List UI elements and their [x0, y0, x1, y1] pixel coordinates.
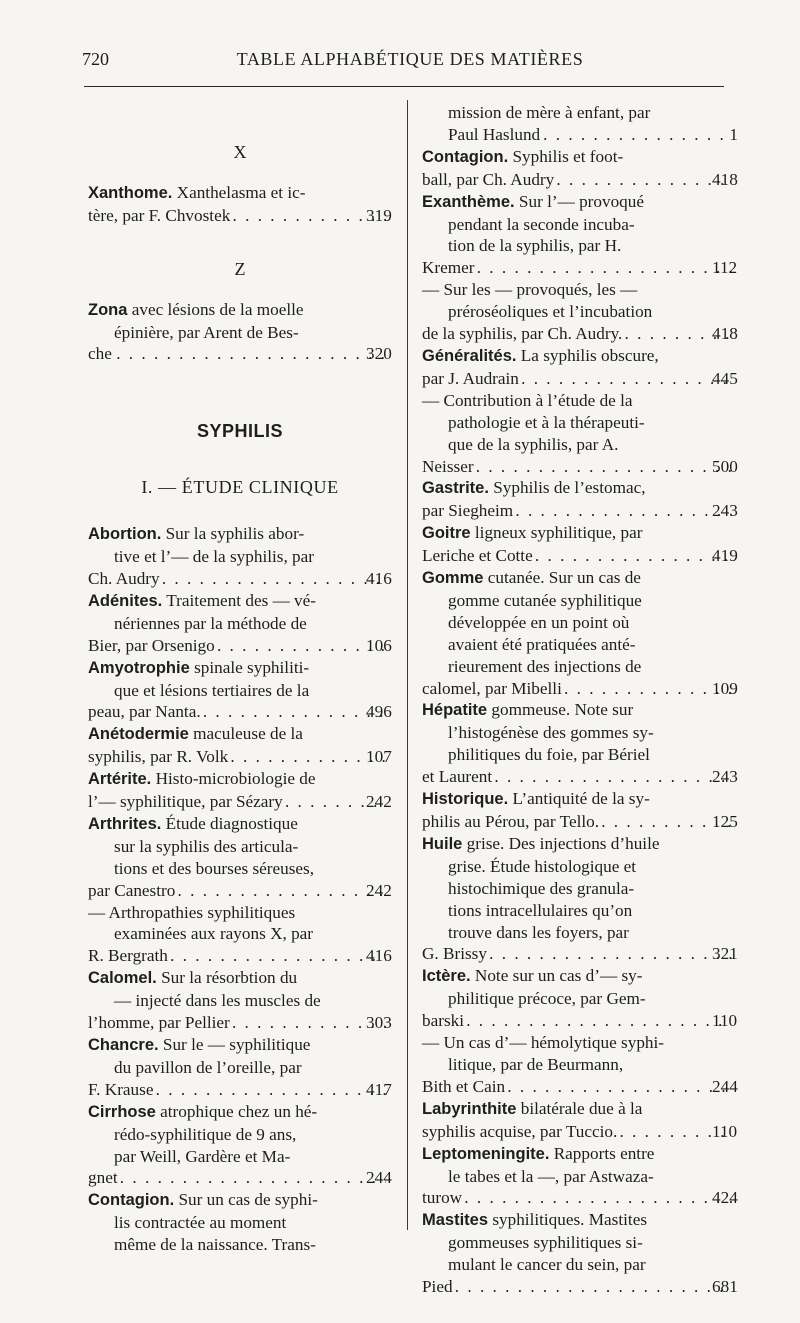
right-entry-list	[422, 102, 738, 1298]
entry-text: L’antiquité de la sy-	[508, 789, 650, 809]
section-heading: I. — ÉTUDE CLINIQUE	[141, 477, 339, 498]
index-entry	[88, 1189, 392, 1256]
index-entry	[422, 833, 738, 965]
index-entry	[422, 146, 738, 191]
entry-text: sur la syphilis des articula-	[114, 836, 299, 856]
index-entry	[88, 967, 392, 1034]
entry-last-line: par J. Audrain	[422, 368, 519, 388]
index-entry	[88, 723, 392, 768]
entry-text: nériennes par la méthode de	[114, 613, 307, 633]
entry-text: litique, par de Beurmann,	[448, 1054, 624, 1074]
entry-text: pendant la seconde incuba-	[448, 214, 635, 234]
page-number: 720	[82, 49, 109, 69]
entry-text: Note sur un cas d’— sy-	[470, 966, 643, 986]
entry-text: trouve dans les foyers, par	[448, 922, 629, 942]
entry-page: 107	[366, 747, 392, 767]
entry-text: gommeuses syphilitiques si-	[448, 1233, 643, 1253]
entry-text: — Un cas d’— hémolytique syphi-	[422, 1033, 665, 1053]
entry-keyword: Exanthème.	[422, 192, 515, 211]
entry-page: 319	[366, 205, 392, 225]
entry-text: ligneux syphilitique, par	[470, 523, 643, 543]
running-title: TABLE ALPHABÉTIQUE DES MATIÈRES	[236, 49, 584, 69]
entry-last-line: de la syphilis, par Ch. Audry.	[422, 324, 623, 344]
entry-keyword: Mastites	[422, 1211, 489, 1230]
entry-page: 110	[712, 1121, 738, 1141]
entry-keyword: Contagion.	[88, 1191, 175, 1210]
entry-page: 496	[366, 702, 392, 722]
entry-text: — Arthropathies syphilitiques	[88, 902, 296, 922]
entry-keyword: Généralités.	[422, 346, 517, 365]
entry-last-line: Bith et Cain	[422, 1076, 506, 1096]
index-entry	[422, 1032, 738, 1098]
syphilis-heading: SYPHILIS	[196, 421, 284, 442]
index-entry	[88, 657, 392, 724]
entry-text: que et lésions tertiaires de la	[114, 680, 310, 700]
entry-page: 109	[712, 678, 738, 698]
entry-keyword: Calomel.	[88, 969, 157, 988]
letter-heading-x: X	[233, 142, 247, 162]
entry-text: avaient été pratiquées anté-	[448, 634, 636, 654]
entry-last-line: syphilis, par R. Volk	[88, 747, 229, 767]
entry-text: par Weill, Gardère et Ma-	[114, 1146, 291, 1166]
entry-last-line: G. Brissy	[422, 944, 487, 964]
index-entry: Zona avec lésions de la moelle épinière, par Arent de Bes- che . . . 320	[88, 299, 392, 366]
entry-last-line: par Canestro	[88, 880, 176, 900]
index-entry	[422, 390, 738, 478]
entry-text: rédo-syphilitique de 9 ans,	[114, 1124, 297, 1144]
entry-last-line: F. Krause	[88, 1079, 154, 1099]
index-entry	[88, 813, 392, 902]
entry-keyword: Anétodermie	[88, 725, 189, 744]
entry-text: tions et des bourses séreuses,	[114, 858, 315, 878]
entry-text: que de la syphilis, par A.	[448, 434, 619, 454]
entry-text: Syphilis et foot-	[508, 146, 624, 166]
index-entry	[422, 102, 738, 146]
entry-text: cutanée. Sur un cas de	[483, 568, 641, 588]
entry-keyword: Historique.	[422, 790, 509, 809]
entry-text: Syphilis de l’estomac,	[488, 478, 646, 498]
entry-page: 418	[712, 169, 738, 189]
index-entry	[422, 788, 738, 833]
entry-text: Sur le — syphilitique	[158, 1035, 311, 1054]
entry-text: gomme cutanée syphilitique	[448, 590, 642, 610]
entry-text: grise. Étude histologique et	[448, 856, 637, 876]
left-entry-list	[88, 523, 392, 1256]
entry-keyword: Contagion.	[422, 147, 509, 166]
entry-page: 500	[712, 456, 738, 476]
entry-text: même de la naissance. Trans-	[114, 1235, 316, 1255]
right-column	[422, 102, 738, 1298]
entry-text: le tabes et la —, par Astwaza-	[448, 1166, 654, 1186]
entry-keyword: Leptomeningite.	[422, 1144, 550, 1163]
entry-last-line: gnet	[88, 1168, 118, 1188]
entry-keyword: Chancre.	[88, 1036, 159, 1054]
letter-heading-z: Z	[234, 258, 246, 279]
entry-last-line: Kremer	[422, 258, 475, 278]
entry-keyword: Labyrinthite	[422, 1099, 517, 1118]
entry-last-line: turow	[422, 1188, 463, 1208]
entry-last-line: syphilis acquise, par Tuccio.	[422, 1121, 618, 1141]
entry-page: 1	[729, 124, 738, 144]
entry-page: 419	[712, 546, 738, 566]
entry-last-line: ball, par Ch. Audry	[422, 169, 555, 189]
entry-text: syphilitiques. Mastites	[488, 1210, 648, 1230]
entry-keyword: Abortion.	[88, 525, 162, 544]
entry-text: développée en un point où	[448, 612, 630, 632]
entry-text: — Sur les — provoqués, les —	[422, 280, 638, 300]
entry-text: philitique précoce, par Gem-	[448, 989, 646, 1009]
entry-text: du pavillon de l’oreille, par	[114, 1057, 302, 1077]
entry-keyword: Hépatite	[422, 701, 488, 720]
entry-text: l’histogénèse des gommes sy-	[448, 723, 654, 743]
entry-last-line: Bier, par Orsenigo	[88, 635, 215, 655]
entry-last-line: l’homme, par Pellier	[88, 1013, 230, 1033]
index-entry	[88, 1101, 392, 1190]
index-entry	[422, 345, 738, 390]
entry-last-line: peau, par Nanta.	[88, 702, 201, 722]
entry-keyword: Gomme	[422, 569, 484, 588]
entry-text: grise. Des injections d’huile	[462, 833, 660, 853]
entry-text: Rapports entre	[549, 1143, 655, 1163]
entry-page: 417	[366, 1079, 392, 1099]
index-entry	[422, 567, 738, 699]
entry-page: 110	[712, 1011, 738, 1031]
entry-text: Histo-microbiologie de	[151, 769, 316, 789]
entry-last-line: barski	[422, 1011, 465, 1031]
entry-keyword: Cirrhose	[88, 1102, 156, 1121]
entry-text: histochimique des granula-	[448, 878, 635, 898]
entry-keyword: Adénites.	[88, 591, 163, 610]
entry-keyword: Amyotrophie	[88, 658, 190, 677]
entry-keyword: Ictère.	[422, 967, 471, 986]
entry-text: Traitement des — vé-	[162, 590, 316, 610]
entry-text: Sur la résorbtion du	[156, 968, 298, 988]
entry-page: 243	[712, 501, 738, 521]
index-entry	[422, 1209, 738, 1298]
entry-text: philitiques du foie, par Bériel	[448, 745, 650, 765]
entry-keyword: Goitre	[422, 524, 471, 543]
entry-text: préroséoliques et l’incubation	[448, 302, 653, 322]
entry-page: 242	[366, 880, 392, 900]
index-entry	[422, 1143, 738, 1210]
entry-page: 243	[712, 767, 738, 787]
entry-page: 320	[366, 344, 392, 364]
index-entry	[422, 477, 738, 522]
entry-page: 106	[366, 635, 392, 655]
entry-page: 303	[366, 1013, 392, 1033]
entry-page: 244	[712, 1076, 738, 1096]
index-entry	[88, 1034, 392, 1101]
entry-last-line: R. Bergrath	[88, 946, 168, 966]
entry-page: 242	[366, 792, 392, 812]
index-entry	[422, 279, 738, 345]
entry-text: spinale syphiliti-	[189, 657, 310, 677]
index-entry	[422, 522, 738, 567]
entry-text: Sur la syphilis abor-	[161, 524, 305, 544]
entry-text: — Contribution à l’étude de la	[422, 390, 633, 410]
index-entry	[88, 590, 392, 657]
entry-text: La syphilis obscure,	[516, 345, 659, 365]
entry-last-line: Paul Haslund	[448, 124, 541, 144]
entry-last-line: philis au Pérou, par Tello.	[422, 812, 600, 831]
entry-last-line: par Siegheim	[422, 501, 514, 521]
entry-text: mulant le cancer du sein, par	[448, 1255, 646, 1275]
entry-page: 418	[712, 324, 738, 344]
entry-text: gommeuse. Note sur	[487, 700, 634, 720]
entry-last-line: calomel, par Mibelli	[422, 678, 562, 698]
entry-page: 416	[366, 946, 392, 966]
entry-text: bilatérale due à la	[516, 1098, 643, 1118]
index-entry	[422, 965, 738, 1032]
entry-page: 244	[366, 1168, 392, 1188]
header-rule	[84, 86, 724, 87]
entry-text: tion de la syphilis, par H.	[448, 236, 622, 256]
left-column	[88, 102, 392, 1256]
entry-text: atrophique chez un hé-	[155, 1101, 318, 1121]
entry-last-line: Pied	[422, 1277, 453, 1297]
entry-page: 112	[712, 258, 738, 278]
entry-page: 424	[712, 1188, 738, 1208]
entry-text: tive et l’— de la syphilis, par	[114, 547, 314, 567]
index-entry	[88, 523, 392, 590]
entry-keyword: Zona	[88, 300, 128, 319]
entry-text: Sur un cas de syphi-	[174, 1190, 318, 1210]
entry-text: lis contractée au moment	[114, 1213, 287, 1233]
index-entry	[88, 768, 392, 813]
index-entry	[422, 191, 738, 280]
index-entry	[422, 699, 738, 788]
entry-page: 125	[712, 812, 738, 831]
entry-last-line: et Laurent	[422, 767, 493, 787]
entry-last-line: Ch. Audry	[88, 568, 160, 588]
entry-text: — injecté dans les muscles de	[114, 991, 321, 1011]
entry-keyword: Artérite.	[88, 770, 152, 789]
entry-text: mission de mère à enfant, par	[448, 103, 651, 122]
entry-text: pathologie et à la thérapeuti-	[448, 412, 645, 432]
entry-keyword: Xanthome.	[88, 183, 173, 202]
entry-page: 681	[712, 1277, 738, 1297]
entry-text: Sur l’— provoqué	[514, 191, 644, 211]
entry-text: rieurement des injections de	[448, 656, 642, 676]
entry-keyword: Huile	[422, 834, 463, 853]
index-entry	[88, 902, 392, 968]
entry-last-line: l’— syphilitique, par Sézary	[88, 792, 283, 812]
entry-last-line: Neisser	[422, 456, 474, 476]
entry-text: tions intracellulaires qu’on	[448, 900, 633, 920]
index-entry: Xanthome. Xanthelasma et ic- tère, par F. Chvostek . . . 319	[88, 182, 392, 227]
entry-keyword: Gastrite.	[422, 479, 489, 498]
entry-last-line: tère, par F. Chvostek	[88, 205, 231, 225]
entry-keyword: Arthrites.	[88, 814, 162, 833]
entry-page: 416	[366, 568, 392, 588]
column-divider	[407, 100, 408, 1230]
entry-text: examinées aux rayons X, par	[114, 924, 314, 944]
index-entry	[422, 1098, 738, 1143]
entry-page: 445	[712, 368, 738, 388]
entry-text: maculeuse de la	[188, 724, 303, 744]
entry-text: Étude diagnostique	[161, 813, 298, 833]
entry-last-line: Leriche et Cotte	[422, 546, 533, 566]
entry-page: 321	[712, 944, 738, 964]
